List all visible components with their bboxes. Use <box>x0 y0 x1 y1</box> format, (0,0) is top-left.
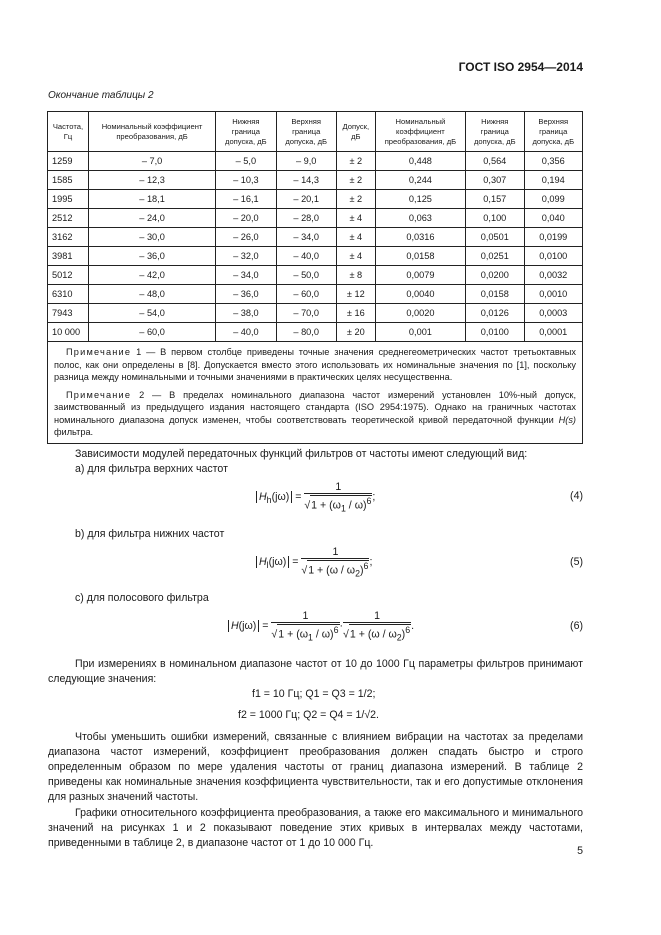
table-cell: – 36,0 <box>216 285 276 304</box>
table-cell: – 9,0 <box>276 152 336 171</box>
table-header-row <box>48 112 583 152</box>
table-cell: – 60,0 <box>88 323 215 342</box>
table-cell: – 50,0 <box>276 266 336 285</box>
table-cell: 0,0199 <box>524 228 583 247</box>
table-row <box>48 171 583 190</box>
table-cell: ± 8 <box>336 266 375 285</box>
table-cell: – 42,0 <box>88 266 215 285</box>
table-cell: ± 16 <box>336 304 375 323</box>
table-row <box>48 304 583 323</box>
table-cell: – 70,0 <box>276 304 336 323</box>
table-cell: 0,100 <box>466 209 524 228</box>
table-row <box>48 209 583 228</box>
table-cell: – 18,1 <box>88 190 215 209</box>
table-cell: 0,0126 <box>466 304 524 323</box>
table-row <box>48 247 583 266</box>
table-cell: 6310 <box>48 285 89 304</box>
equation-number: (4) <box>570 490 583 502</box>
col-header: Номинальный коэффициент преобразования, дБ <box>375 112 465 152</box>
table-cell: – 26,0 <box>216 228 276 247</box>
col-header: Нижняя граница допуска, дБ <box>466 112 524 152</box>
equation-6: H(jω) = $\frac{1}{√1 + (\omega_1 / \omega)^6}$ · $\frac{1}{√1 + (\omega / \omega_2)^6}$ . <box>228 610 414 643</box>
table-cell: 3162 <box>48 228 89 247</box>
table-row <box>48 190 583 209</box>
table-cell: 0,564 <box>466 152 524 171</box>
table-cell: – 40,0 <box>276 247 336 266</box>
table-row <box>48 228 583 247</box>
table-row <box>48 266 583 285</box>
table-cell: 0,0003 <box>524 304 583 323</box>
table-cell: – 36,0 <box>88 247 215 266</box>
table-cell: – 14,3 <box>276 171 336 190</box>
table-cell: – 60,0 <box>276 285 336 304</box>
table-cell: 1995 <box>48 190 89 209</box>
table-cell: 0,040 <box>524 209 583 228</box>
table-cell: ± 12 <box>336 285 375 304</box>
intro-text: Зависимости модулей передаточных функций фильтров от частоты имеют следующий вид: <box>75 448 528 460</box>
table-row <box>48 152 583 171</box>
col-header: Допуск, дБ <box>336 112 375 152</box>
table-cell: 0,194 <box>524 171 583 190</box>
body-paragraph: Графики относительного коэффициента преобразования, а также его максимального и минимального значений на рисунках 1 и 2 показывают поведение этих кривых в интервалах между частотами, приведенными в таблице 2, в диапазоне частот от 1 до 10 000 Гц. <box>48 807 583 849</box>
note-1: Примечание 1 — В первом столбце приведены точные значения среднегеометрических частот третьоктавных полос, как они определены в [8]. Допускается вместо этого использовать их номинальные значения по [1], поскольку разница между номинальными и точными значениями в практических целях несущественна. <box>54 347 576 382</box>
table-cell: ± 2 <box>336 190 375 209</box>
table-cell: – 48,0 <box>88 285 215 304</box>
table-cell: – 20,0 <box>216 209 276 228</box>
table-cell: 3981 <box>48 247 89 266</box>
table-cell: 0,0316 <box>375 228 465 247</box>
table-cell: – 34,0 <box>216 266 276 285</box>
table-cell: – 80,0 <box>276 323 336 342</box>
table-notes <box>48 342 583 444</box>
table-cell: 10 000 <box>48 323 89 342</box>
table-cell: 1585 <box>48 171 89 190</box>
col-header: Верхняя граница допуска, дБ <box>524 112 583 152</box>
col-header: Частота, Гц <box>48 112 89 152</box>
tolerance-table <box>47 111 583 444</box>
table-cell: 0,448 <box>375 152 465 171</box>
table-cell: 1259 <box>48 152 89 171</box>
table-cell: – 40,0 <box>216 323 276 342</box>
table-cell: 0,157 <box>466 190 524 209</box>
col-header: Нижняя граница допуска, дБ <box>216 112 276 152</box>
item-c: c) для полосового фильтра <box>75 592 209 604</box>
table-cell: 0,063 <box>375 209 465 228</box>
equation-number: (5) <box>570 556 583 568</box>
table-cell: 0,0100 <box>466 323 524 342</box>
item-b: b) для фильтра нижних частот <box>75 528 225 540</box>
table-cell: – 12,3 <box>88 171 215 190</box>
table-cell: 0,0001 <box>524 323 583 342</box>
table-cell: 5012 <box>48 266 89 285</box>
table-cell: 0,0032 <box>524 266 583 285</box>
table-cell: 0,0040 <box>375 285 465 304</box>
table-cell: 0,0501 <box>466 228 524 247</box>
table-row <box>48 323 583 342</box>
table-cell: 0,0079 <box>375 266 465 285</box>
table-cell: – 16,1 <box>216 190 276 209</box>
table-cell: 0,125 <box>375 190 465 209</box>
table-cell: 0,0251 <box>466 247 524 266</box>
table-cell: 0,0158 <box>375 247 465 266</box>
table-cell: ± 4 <box>336 247 375 266</box>
table-cell: 0,0100 <box>524 247 583 266</box>
table-cell: – 32,0 <box>216 247 276 266</box>
table-cell: ± 20 <box>336 323 375 342</box>
table-cell: – 10,3 <box>216 171 276 190</box>
table-cell: – 7,0 <box>88 152 215 171</box>
note-label: Примечание <box>66 389 132 400</box>
equation-4: $H_h(j\omega)$ = $\frac{1}{√1 + (\omega_1 / \omega)^6}$ ; <box>256 481 375 514</box>
note-label: Примечание <box>66 347 132 357</box>
table-cell: 0,307 <box>466 171 524 190</box>
table-cell: 0,099 <box>524 190 583 209</box>
equation-5: $H_l(j\omega)$ = $\frac{1}{√1 + (\omega / \omega_2)^6}$ ; <box>256 546 372 579</box>
equation-number: (6) <box>570 620 583 632</box>
table-cell: – 30,0 <box>88 228 215 247</box>
col-header: Номинальный коэффициент преобразования, дБ <box>88 112 215 152</box>
table-cell: 2512 <box>48 209 89 228</box>
document-code: ГОСТ ISO 2954—2014 <box>458 60 583 74</box>
table-cell: – 24,0 <box>88 209 215 228</box>
parameter-line-1: f1 = 10 Гц; Q1 = Q3 = 1/2; <box>252 688 376 700</box>
table-cell: – 38,0 <box>216 304 276 323</box>
params-intro: При измерениях в номинальном диапазоне частот от 10 до 1000 Гц параметры фильтров принимают следующие значения: <box>48 658 583 685</box>
body-paragraph: Чтобы уменьшить ошибки измерений, связанные с влиянием вибрации на частотах за пределами диапазона частот измерений, коэффициент преобразования должен спадать быстро и строго определенным образом по мере удаления частоты от границ диапазона измерений. В таблице 2 приведены как номинальные значения коэффициента чувствительности, так и его допустимые отклонения для разных значений частоты. <box>48 731 583 803</box>
table-caption: Окончание таблицы 2 <box>48 90 154 101</box>
page-number: 5 <box>577 845 583 857</box>
table-cell: 0,0010 <box>524 285 583 304</box>
parameter-line-2: f2 = 1000 Гц; Q2 = Q4 = 1/√2. <box>238 709 380 721</box>
item-a: а) для фильтра верхних частот <box>75 463 228 475</box>
table-cell: ± 2 <box>336 171 375 190</box>
note-2: Примечание 2 — В пределах номинального диапазона частот измерений установлен 10%-ный допуск, заимствованный из предыдущего издания настоящего стандарта (ISO 2954:1975). Однако на граничных частотах номинального диапазона допуск изменен, чтобы соответствовать теоретической кривой передаточной функции H(s) фильтра. <box>54 389 576 437</box>
col-header: Верхняя граница допуска, дБ <box>276 112 336 152</box>
table-cell: 0,0020 <box>375 304 465 323</box>
table-cell: – 28,0 <box>276 209 336 228</box>
table-cell: 7943 <box>48 304 89 323</box>
table-cell: 0,356 <box>524 152 583 171</box>
table-cell: 0,0200 <box>466 266 524 285</box>
table-cell: ± 4 <box>336 209 375 228</box>
table-cell: 0,001 <box>375 323 465 342</box>
table-cell: 0,0158 <box>466 285 524 304</box>
table-cell: 0,244 <box>375 171 465 190</box>
table-cell: ± 4 <box>336 228 375 247</box>
table-cell: – 34,0 <box>276 228 336 247</box>
table-cell: ± 2 <box>336 152 375 171</box>
table-row <box>48 285 583 304</box>
table-cell: – 54,0 <box>88 304 215 323</box>
table-cell: – 20,1 <box>276 190 336 209</box>
table-cell: – 5,0 <box>216 152 276 171</box>
